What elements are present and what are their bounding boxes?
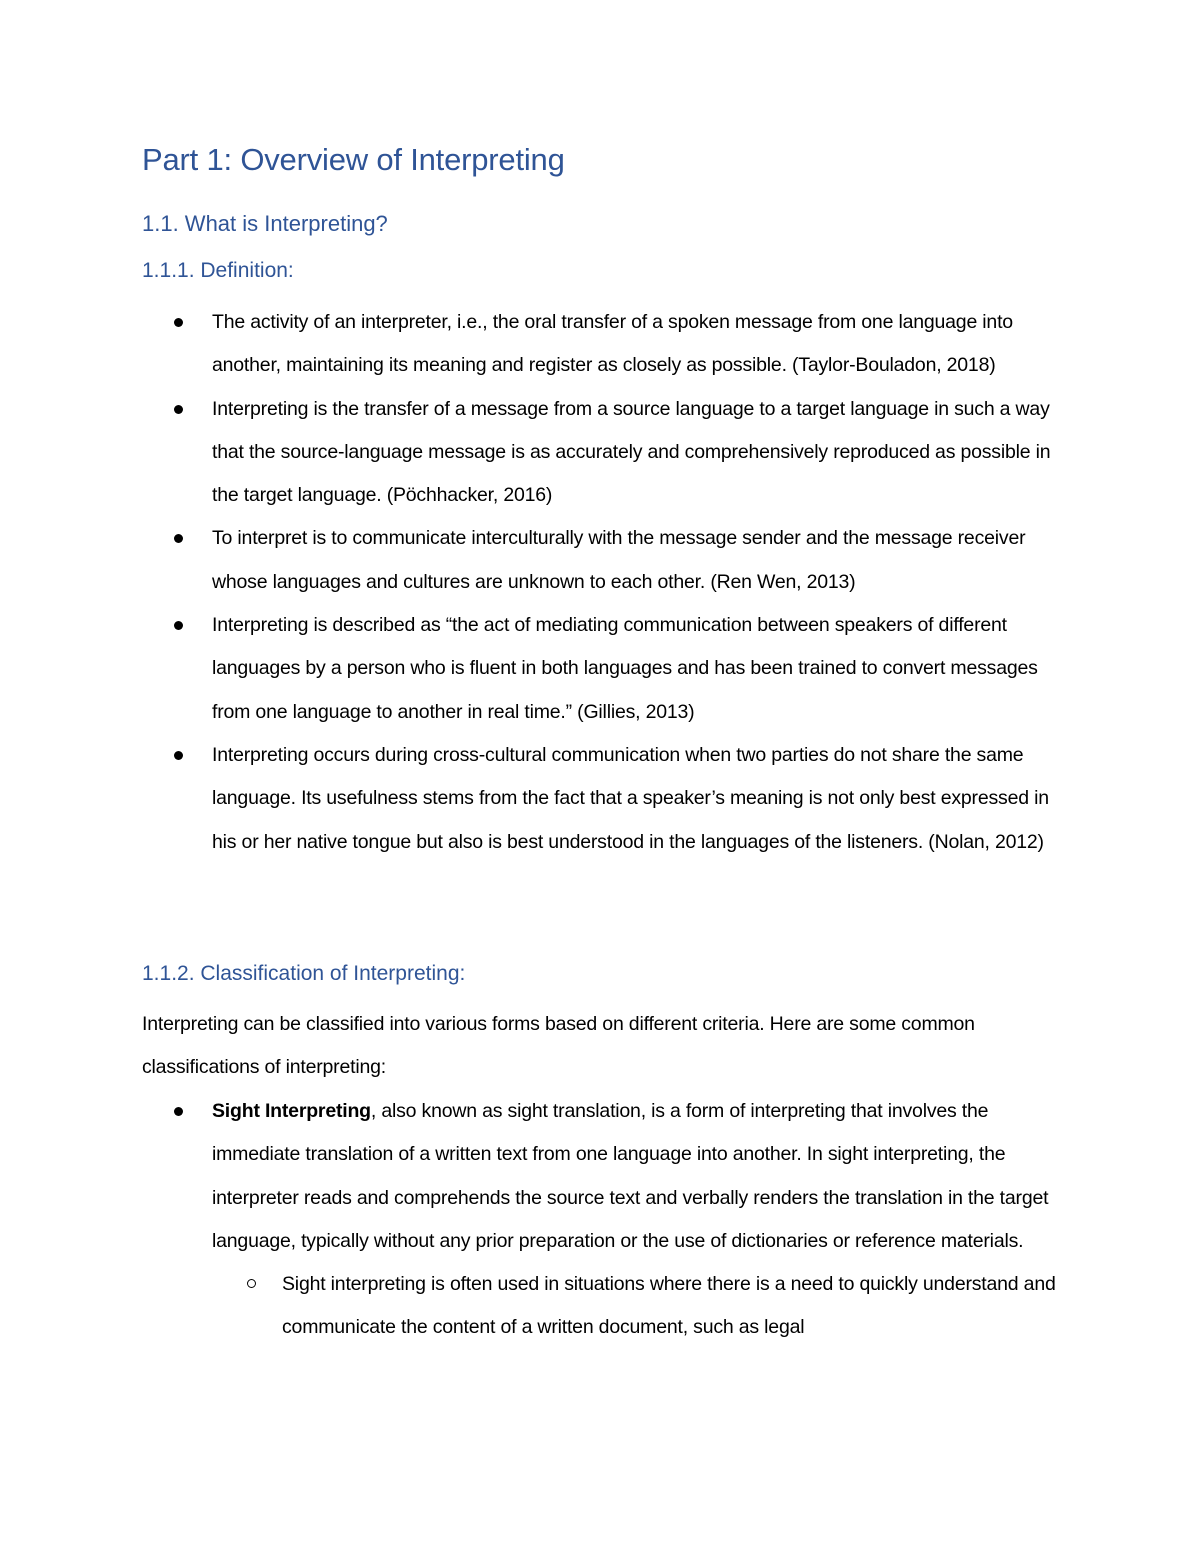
- bullet-icon: [174, 405, 183, 414]
- classification-subitem-text: Sight interpreting is often used in situations where there is a need to quickly understand and communicate the content of a written document, such as legal: [282, 1273, 1056, 1339]
- bullet-icon: [174, 1107, 183, 1116]
- definition-item: [212, 388, 1072, 518]
- definition-list: [212, 301, 1072, 864]
- definition-text: Interpreting is the transfer of a message from a source language to a target language in such a way that the source-language message is as accurately and comprehensively reproduced as possible in the target language. (Pöchhacker, 2016): [212, 397, 1051, 507]
- classification-item: [212, 1090, 1072, 1350]
- classification-intro: Interpreting can be classified into various forms based on different criteria. Here are some common classifications of interpreting:: [142, 1013, 975, 1079]
- part-title: Part 1: Overview of Interpreting: [142, 142, 565, 177]
- bullet-icon: [174, 318, 183, 327]
- circle-bullet-icon: [247, 1279, 256, 1288]
- classification-sublist: [212, 1263, 1072, 1350]
- bullet-icon: [174, 751, 183, 760]
- definition-text: Interpreting occurs during cross-cultural communication when two parties do not share the same language. Its usefulness stems from the fact that a speaker’s meaning is not only best expressed in his or her native tongue but also is best understood in the languages of the listeners. (Nolan, 2012): [212, 743, 1049, 853]
- definition-heading: 1.1.1. Definition:: [142, 259, 294, 282]
- section-title: 1.1. What is Interpreting?: [142, 211, 388, 236]
- definition-text: Interpreting is described as “the act of mediating communication between speakers of different languages by a person who is fluent in both languages and has been trained to convert messages from one language to another in real time.” (Gillies, 2013): [212, 614, 1038, 723]
- bullet-icon: [174, 621, 183, 630]
- classification-list: [212, 1090, 1072, 1350]
- definition-text: The activity of an interpreter, i.e., the oral transfer of a spoken message from one language into another, maintaining its meaning and register as closely as possible. (Taylor-Bouladon, 2018): [212, 311, 1013, 377]
- classification-term: Sight Interpreting: [212, 1100, 371, 1122]
- definition-item: [212, 301, 1072, 388]
- bullet-icon: [174, 534, 183, 543]
- classification-text: , also known as sight translation, is a form of interpreting that involves the immediate translation of a written text from one language into another. In sight interpreting, the interpreter reads and comprehends the source text and verbally renders the translation in the target language, typically without any prior preparation or the use of dictionaries or reference materials.: [212, 1100, 1049, 1252]
- definition-item: [212, 517, 1072, 604]
- definition-text: To interpret is to communicate interculturally with the message sender and the message receiver whose languages and cultures are unknown to each other. (Ren Wen, 2013): [212, 527, 1026, 593]
- classification-heading: 1.1.2. Classification of Interpreting:: [142, 962, 466, 985]
- definition-item: [212, 604, 1072, 734]
- classification-subitem: [282, 1263, 1072, 1350]
- definition-item: [212, 734, 1072, 864]
